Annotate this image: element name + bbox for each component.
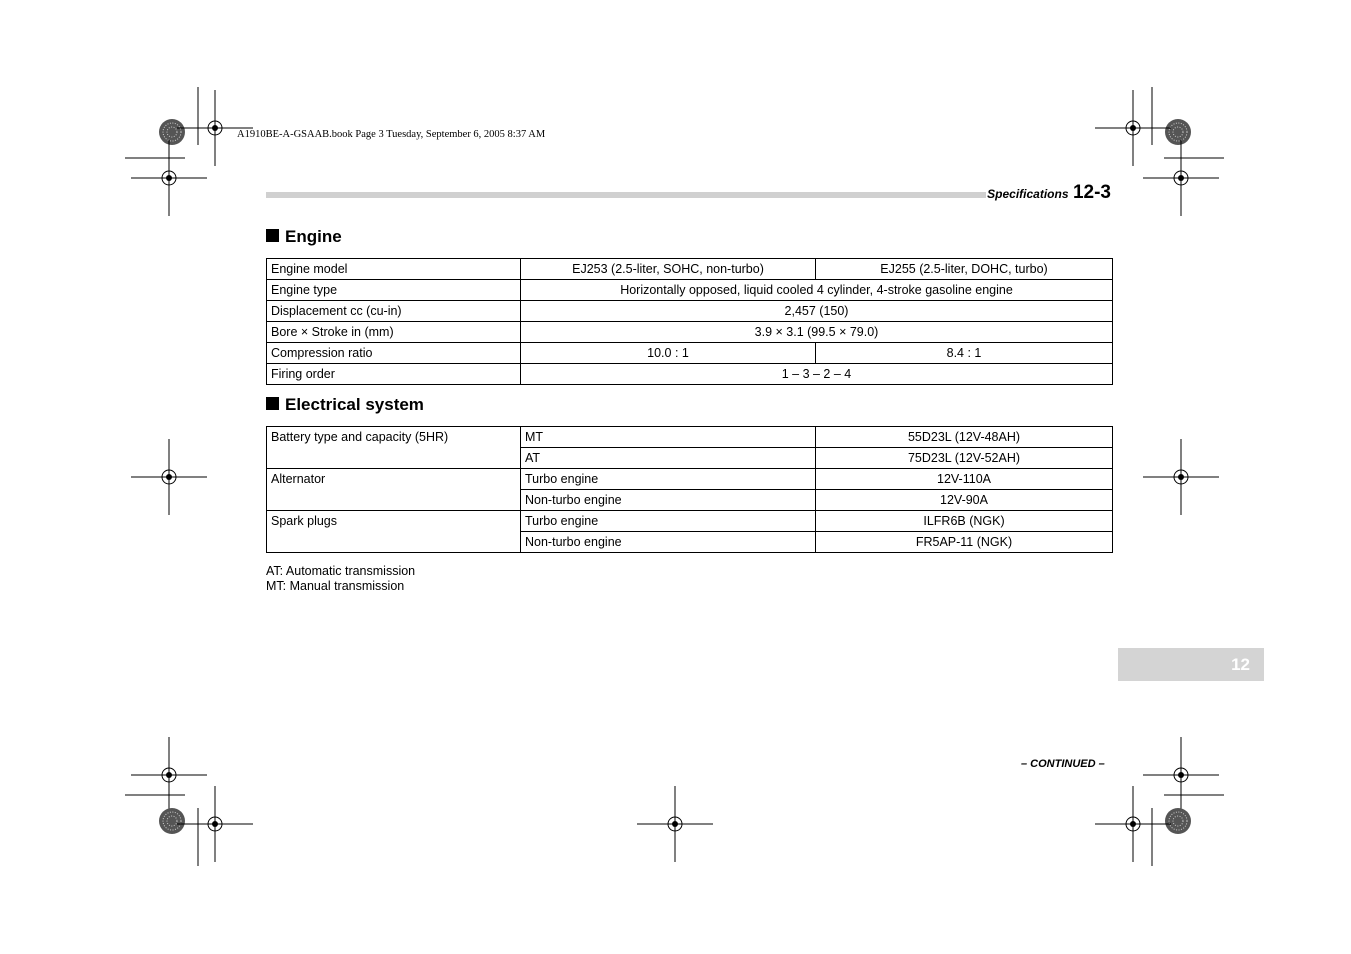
table-row bbox=[267, 343, 1113, 364]
registration-target-icon bbox=[1165, 808, 1191, 834]
cell-value: 55D23L (12V-48AH) bbox=[816, 427, 1113, 448]
crosshair-icon bbox=[177, 786, 253, 862]
engine-table bbox=[266, 258, 1113, 385]
cell-value: 1 – 3 – 2 – 4 bbox=[521, 364, 1113, 385]
cell-value: ILFR6B (NGK) bbox=[816, 511, 1113, 532]
crosshair-icon bbox=[131, 439, 207, 515]
row-label: Bore × Stroke in (mm) bbox=[267, 322, 521, 343]
engine-heading bbox=[266, 227, 342, 247]
registration-target-icon bbox=[159, 119, 185, 145]
table-row bbox=[267, 280, 1113, 301]
registration-target-icon bbox=[159, 808, 185, 834]
cell-value: EJ255 (2.5-liter, DOHC, turbo) bbox=[816, 259, 1113, 280]
cell-value: FR5AP-11 (NGK) bbox=[816, 532, 1113, 553]
crosshair-icon bbox=[1095, 786, 1171, 862]
page-number: 12-3 bbox=[1072, 182, 1111, 203]
table-row bbox=[267, 511, 1113, 532]
table-row bbox=[267, 469, 1113, 490]
row-label: Engine type bbox=[267, 280, 521, 301]
row-label: Battery type and capacity (5HR) bbox=[267, 427, 521, 469]
crosshair-icon bbox=[637, 786, 713, 862]
table-row bbox=[267, 322, 1113, 343]
row-label: Spark plugs bbox=[267, 511, 521, 553]
cell-sublabel: MT bbox=[521, 427, 816, 448]
crosshair-icon bbox=[131, 140, 207, 216]
electrical-heading bbox=[266, 395, 424, 415]
electrical-table bbox=[266, 426, 1113, 553]
table-row bbox=[267, 427, 1113, 448]
crosshair-icon bbox=[177, 90, 253, 166]
abbreviation-notes bbox=[266, 564, 415, 594]
cell-value: 3.9 × 3.1 (99.5 × 79.0) bbox=[521, 322, 1113, 343]
cell-value: 12V-90A bbox=[816, 490, 1113, 511]
crosshair-icon bbox=[1143, 140, 1219, 216]
table-row bbox=[267, 259, 1113, 280]
book-info: A1910BE-A-GSAAB.book Page 3 Tuesday, September 6, 2005 8:37 AM bbox=[237, 129, 546, 140]
crosshair-icon bbox=[1143, 439, 1219, 515]
continued-label: – CONTINUED – bbox=[1021, 758, 1105, 770]
row-label: Firing order bbox=[267, 364, 521, 385]
crosshair-icon bbox=[1095, 90, 1171, 166]
electrical-heading-text: Electrical system bbox=[285, 395, 424, 414]
cell-sublabel: Non-turbo engine bbox=[521, 532, 816, 553]
row-label: Alternator bbox=[267, 469, 521, 511]
note-mt: MT: Manual transmission bbox=[266, 579, 405, 593]
engine-heading-text: Engine bbox=[285, 227, 342, 246]
square-bullet-icon bbox=[266, 229, 279, 242]
cell-value: EJ253 (2.5-liter, SOHC, non-turbo) bbox=[521, 259, 816, 280]
chapter-tab: 12 bbox=[1118, 648, 1264, 681]
cell-sublabel: Non-turbo engine bbox=[521, 490, 816, 511]
cell-sublabel: Turbo engine bbox=[521, 511, 816, 532]
cell-value: 10.0 : 1 bbox=[521, 343, 816, 364]
table-row bbox=[267, 364, 1113, 385]
cell-sublabel: AT bbox=[521, 448, 816, 469]
table-row bbox=[267, 301, 1113, 322]
cell-sublabel: Turbo engine bbox=[521, 469, 816, 490]
page-header bbox=[987, 182, 1111, 204]
cell-value: 2,457 (150) bbox=[521, 301, 1113, 322]
crosshair-icon bbox=[1143, 737, 1219, 813]
cell-value: 8.4 : 1 bbox=[816, 343, 1113, 364]
row-label: Compression ratio bbox=[267, 343, 521, 364]
note-at: AT: Automatic transmission bbox=[266, 564, 416, 578]
cell-value: Horizontally opposed, liquid cooled 4 cylinder, 4-stroke gasoline engine bbox=[521, 280, 1113, 301]
registration-target-icon bbox=[1165, 119, 1191, 145]
row-label: Displacement cc (cu-in) bbox=[267, 301, 521, 322]
cell-value: 75D23L (12V-52AH) bbox=[816, 448, 1113, 469]
section-label: Specifications bbox=[987, 187, 1069, 201]
cell-value: 12V-110A bbox=[816, 469, 1113, 490]
row-label: Engine model bbox=[267, 259, 521, 280]
square-bullet-icon bbox=[266, 397, 279, 410]
header-bar bbox=[266, 192, 986, 198]
crosshair-icon bbox=[131, 737, 207, 813]
